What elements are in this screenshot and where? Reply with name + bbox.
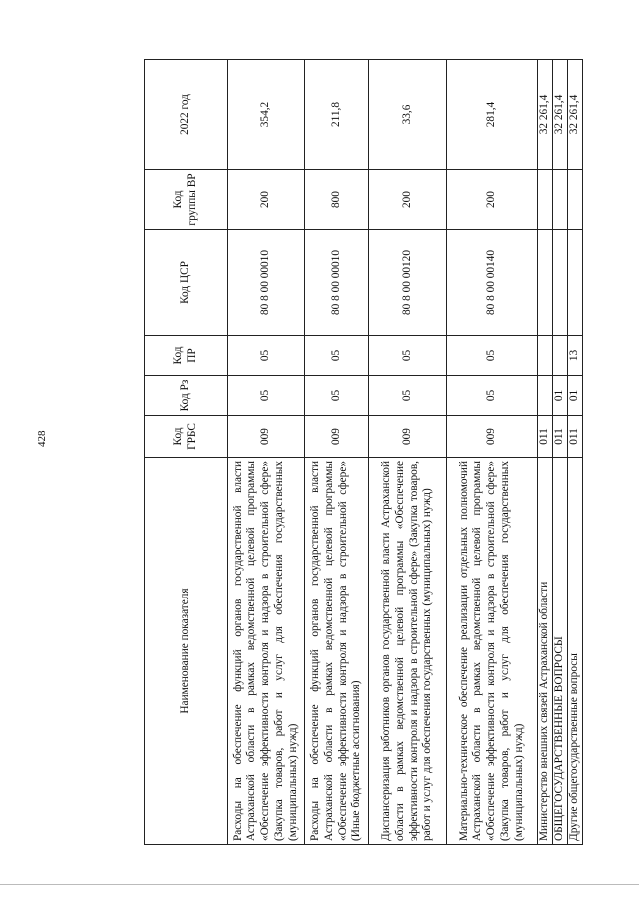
row-amount: 32 261,4 — [553, 60, 568, 170]
row-name: Расходы на обеспечение функций органов государственной власти Астраханской области в рамках ведомственной целевой программы «Обеспечение эффективности контроля и надзора в строительной сфере» (Закупка товаров, работ и услуг для обеспечения государственных (муниципальных) нужд) — [228, 458, 305, 845]
row-csr: 80 8 00 00140 — [447, 230, 538, 336]
header-csr: Код ЦСР — [145, 230, 228, 336]
row-vr — [538, 170, 553, 230]
row-rz: 05 — [228, 376, 305, 416]
row-vr: 800 — [305, 170, 369, 230]
row-pr: 05 — [305, 336, 369, 376]
budget-table — [144, 59, 583, 845]
row-csr: 80 8 00 00120 — [369, 230, 447, 336]
row-pr: 05 — [228, 336, 305, 376]
table-row — [369, 60, 447, 845]
row-vr — [553, 170, 568, 230]
row-rz — [538, 376, 553, 416]
table-row — [553, 60, 568, 845]
row-grbs: 011 — [538, 416, 553, 458]
table-row — [538, 60, 553, 845]
header-name: Наименование показателя — [145, 458, 228, 845]
row-pr: 05 — [447, 336, 538, 376]
row-name: Другие общегосударственные вопросы — [568, 458, 583, 845]
table-header-row — [145, 60, 228, 845]
row-name: Диспансеризация работников органов государственной власти Астраханской области в рамках ведомственной целевой программы «Обеспечение эффективности контроля и надзора в строительной сфере» (Закупка товаров, работ и услуг для обеспечения государственных (муниципальных) нужд) — [369, 458, 447, 845]
page-bottom-divider — [0, 884, 639, 885]
row-vr — [568, 170, 583, 230]
table-row — [228, 60, 305, 845]
row-vr: 200 — [228, 170, 305, 230]
row-pr: 05 — [369, 336, 447, 376]
row-csr — [538, 230, 553, 336]
row-amount: 281,4 — [447, 60, 538, 170]
row-grbs: 009 — [228, 416, 305, 458]
row-grbs: 009 — [305, 416, 369, 458]
row-name: Материально-техническое обеспечение реализации отдельных полномочий Астраханской области в рамках ведомственной целевой программы «Обеспечение эффективности контроля и надзора в строительной сфере» (Закупка товаров, работ и услуг для обеспечения государственных (муниципальных) нужд) — [447, 458, 538, 845]
row-csr: 80 8 00 00010 — [228, 230, 305, 336]
row-amount: 354,2 — [228, 60, 305, 170]
row-rz: 01 — [553, 376, 568, 416]
row-amount: 211,8 — [305, 60, 369, 170]
row-name: Министерство внешних связей Астраханской области — [538, 458, 553, 845]
table-row — [568, 60, 583, 845]
row-rz: 05 — [369, 376, 447, 416]
table-row — [447, 60, 538, 845]
table-row — [305, 60, 369, 845]
page-number: 428 — [36, 430, 48, 447]
row-grbs: 011 — [568, 416, 583, 458]
row-name: ОБЩЕГОСУДАРСТВЕННЫЕ ВОПРОСЫ — [553, 458, 568, 845]
header-grbs: Код ГРБС — [145, 416, 228, 458]
row-rz: 05 — [305, 376, 369, 416]
row-amount: 32 261,4 — [538, 60, 553, 170]
row-amount: 33,6 — [369, 60, 447, 170]
budget-table-container — [144, 60, 581, 845]
row-rz: 05 — [447, 376, 538, 416]
row-grbs: 009 — [447, 416, 538, 458]
row-amount: 32 261,4 — [568, 60, 583, 170]
row-rz: 01 — [568, 376, 583, 416]
header-pr: Код ПР — [145, 336, 228, 376]
row-pr: 13 — [568, 336, 583, 376]
row-csr — [553, 230, 568, 336]
row-csr: 80 8 00 00010 — [305, 230, 369, 336]
header-rz: Код Рз — [145, 376, 228, 416]
row-vr: 200 — [447, 170, 538, 230]
row-pr — [538, 336, 553, 376]
row-grbs: 009 — [369, 416, 447, 458]
header-year: 2022 год — [145, 60, 228, 170]
row-vr: 200 — [369, 170, 447, 230]
row-csr — [568, 230, 583, 336]
row-name: Расходы на обеспечение функций органов государственной власти Астраханской области в рамках ведомственной целевой программы «Обеспечение эффективности контроля и надзора в строительной сфере» (Иные бюджетные ассигнования) — [305, 458, 369, 845]
row-grbs: 011 — [553, 416, 568, 458]
row-pr — [553, 336, 568, 376]
header-vr: Код группы ВР — [145, 170, 228, 230]
